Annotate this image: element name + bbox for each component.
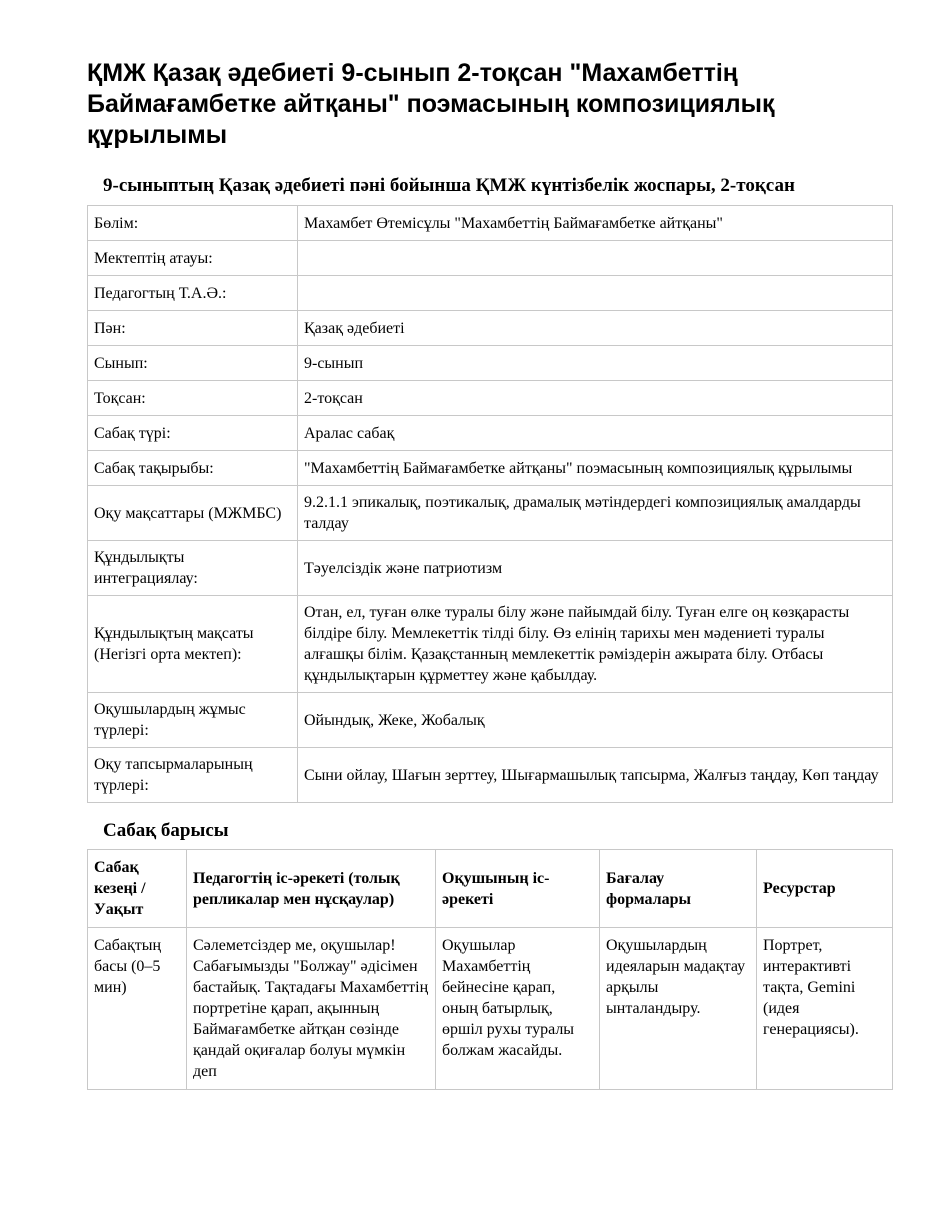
resources-cell: Портрет, интерактивті тақта, Gemini (идея генерациясы).: [757, 928, 893, 1090]
info-row: [88, 596, 893, 693]
info-value: 9-сынып: [298, 346, 893, 381]
info-value: Ойындық, Жеке, Жобалық: [298, 693, 893, 748]
header-teacher-activity: Педагогтің іс-әрекеті (толық репликалар мен нұсқаулар): [187, 850, 436, 928]
info-row: [88, 276, 893, 311]
document-title: ҚМЖ Қазақ әдебиеті 9-сынып 2-тоқсан "Махамбеттің Баймағамбетке айтқаны" поэмасының композициялық құрылымы: [87, 59, 775, 149]
info-row: [88, 693, 893, 748]
info-value: Аралас сабақ: [298, 416, 893, 451]
info-label: Құндылықтың мақсаты (Негізгі орта мектеп):: [88, 596, 298, 693]
info-row: [88, 346, 893, 381]
info-row: [88, 311, 893, 346]
document-page: [87, 58, 893, 1090]
header-student-activity: Оқушының іс-әрекеті: [436, 850, 600, 928]
info-value: "Махамбеттің Баймағамбетке айтқаны" поэмасының композициялық құрылымы: [298, 451, 893, 486]
info-value: Қазақ әдебиеті: [298, 311, 893, 346]
lesson-process-table: [87, 849, 893, 1090]
info-row: [88, 486, 893, 541]
info-label: Пән:: [88, 311, 298, 346]
info-row: [88, 381, 893, 416]
plan-heading: 9-сыныптың Қазақ әдебиеті пәні бойынша ҚМЖ күнтізбелік жоспары, 2-тоқсан: [103, 175, 795, 196]
info-value: 2-тоқсан: [298, 381, 893, 416]
stage-cell: Сабақтың басы (0–5 мин): [88, 928, 187, 1090]
info-label: Педагогтың Т.А.Ә.:: [88, 276, 298, 311]
info-row: [88, 748, 893, 803]
info-value: Тәуелсіздік және патриотизм: [298, 541, 893, 596]
info-value: Отан, ел, туған өлке туралы білу және пайымдай білу. Туған елге оң көзқарасты білдіре білу. Мемлекеттік тілді білу. Өз елінің тарихы мен мәдениеті туралы алғашқы білім. Қазақстанның мемлекеттік рәміздерін ажырата білу. Отбасы құндылықтарын құрметтеу және қабылдау.: [298, 596, 893, 693]
info-row: [88, 451, 893, 486]
header-assessment: Бағалау формалары: [600, 850, 757, 928]
info-label: Оқушылардың жұмыс түрлері:: [88, 693, 298, 748]
info-value: 9.2.1.1 эпикалық, поэтикалық, драмалық мәтіндердегі композициялық амалдарды талдау: [298, 486, 893, 541]
info-label: Бөлім:: [88, 206, 298, 241]
info-row: [88, 541, 893, 596]
info-value: [298, 241, 893, 276]
header-resources: Ресурстар: [757, 850, 893, 928]
info-row: [88, 206, 893, 241]
process-heading: Сабақ барысы: [103, 820, 229, 841]
info-label: Мектептің атауы:: [88, 241, 298, 276]
info-row: [88, 241, 893, 276]
info-label: Сабақ тақырыбы:: [88, 451, 298, 486]
info-value: Махамбет Өтемісұлы "Махамбеттің Баймағамбетке айтқаны": [298, 206, 893, 241]
info-label: Сабақ түрі:: [88, 416, 298, 451]
info-value: Сыни ойлау, Шағын зерттеу, Шығармашылық тапсырма, Жалғыз таңдау, Көп таңдау: [298, 748, 893, 803]
process-row: [88, 928, 893, 1090]
lesson-info-table: [87, 205, 893, 803]
info-row: [88, 416, 893, 451]
header-stage: Сабақ кезеңі / Уақыт: [88, 850, 187, 928]
teacher-activity-cell: Сәлеметсіздер ме, оқушылар! Сабағымызды "Болжау" әдісімен бастайық. Тақтадағы Махамбеттің портретіне қарап, ақынның Баймағамбетке айтқан сөзінде қандай оқиғалар болуы мүмкін деп: [187, 928, 436, 1090]
info-label: Оқу мақсаттары (МЖМБС): [88, 486, 298, 541]
info-label: Оқу тапсырмаларының түрлері:: [88, 748, 298, 803]
assessment-cell: Оқушылардың идеяларын мадақтау арқылы ынталандыру.: [600, 928, 757, 1090]
student-activity-cell: Оқушылар Махамбеттің бейнесіне қарап, оның батырлық, өршіл рухы туралы болжам жасайды.: [436, 928, 600, 1090]
process-header-row: [88, 850, 893, 928]
info-value: [298, 276, 893, 311]
info-label: Тоқсан:: [88, 381, 298, 416]
info-label: Сынып:: [88, 346, 298, 381]
info-label: Құндылықты интеграциялау:: [88, 541, 298, 596]
